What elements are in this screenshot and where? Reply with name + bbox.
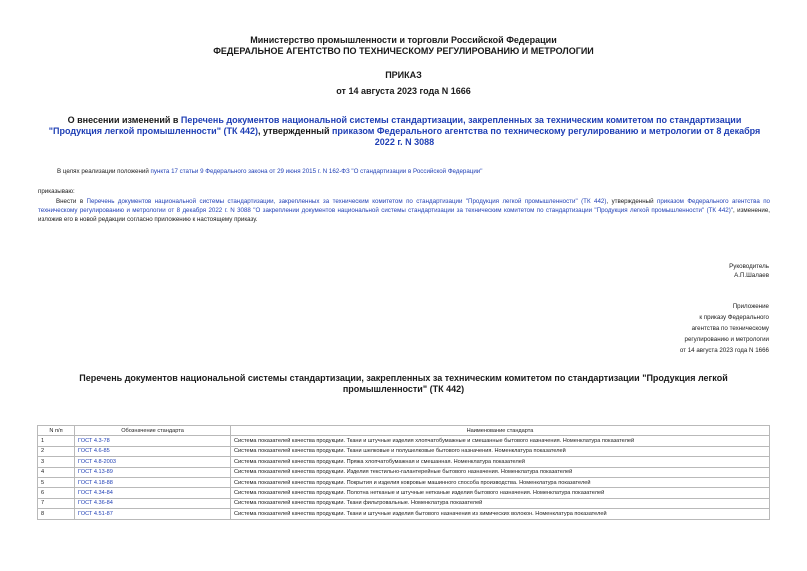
table-row (38, 436, 770, 446)
row-number: 2 (38, 446, 75, 456)
row-number: 8 (38, 509, 75, 519)
signature-name: А.П.Шалаев (734, 272, 769, 279)
appendix-line-5: от 14 августа 2023 года N 1666 (679, 347, 769, 354)
table-header-row (38, 426, 770, 436)
standard-title: Система показателей качества продукции. Полотна нетканые и штучные нетканые изделия бытового назначения. Номенклатура показателей (231, 488, 770, 498)
list-title: Перечень документов национальной системы стандартизации, закрепленных за техническим комитетом по стандартизации "Продукция легкой промышленности" (ТК 442) (79, 373, 728, 394)
header-designation: Обозначение стандарта (75, 426, 231, 436)
appendix-line-1: Приложение (732, 303, 769, 310)
table-row (38, 509, 770, 519)
row-number: 5 (38, 477, 75, 487)
standard-title: Система показателей качества продукции. Пряжа хлопчатобумажная и смешанная. Номенклатура показателей (231, 457, 770, 467)
doc-date: от 14 августа 2023 года N 1666 (336, 86, 471, 96)
row-number: 7 (38, 498, 75, 508)
standard-title: Система показателей качества продукции. Покрытия и изделия ковровые машинного способа производства. Номенклатура показателей (231, 477, 770, 487)
standard-link[interactable]: ГОСТ 4.36-84 (75, 498, 231, 508)
table-row (38, 457, 770, 467)
order-link-list[interactable]: Перечень документов национальной системы стандартизации, закрепленных за техническим комитетом по стандартизации "Продукция легкой промышленности" (ТК 442) (86, 198, 607, 205)
standard-link[interactable]: ГОСТ 4.34-84 (75, 488, 231, 498)
preamble-text: В целях реализации положений (57, 168, 151, 175)
header-title: Наименование стандарта (231, 426, 770, 436)
doc-type: ПРИКАЗ (385, 70, 422, 80)
standard-link[interactable]: ГОСТ 4.6-85 (75, 446, 231, 456)
table-row (38, 477, 770, 487)
standard-link[interactable]: ГОСТ 4.51-87 (75, 509, 231, 519)
standard-link[interactable]: ГОСТ 4.18-88 (75, 477, 231, 487)
order-link-order[interactable]: приказом Федерального агентства по техническому регулированию и метрологии от 8 декабря 2022 г. N 3088 "О закреплении документов национальной системы стандартизации за техническим комитетом по стандартизации "Продукция легкой промышленности" (ТК 442)" (38, 198, 771, 214)
order-body (38, 197, 770, 224)
title-part-2: , утвержденный (257, 126, 332, 136)
standard-title: Система показателей качества продукции. Ткани шелковые и полушелковые бытового назначения. Номенклатура показателей (231, 446, 770, 456)
standard-link[interactable]: ГОСТ 4.3-78 (75, 436, 231, 446)
row-number: 4 (38, 467, 75, 477)
standard-title: Система показателей качества продукции. Изделия текстильно-галантерейные бытового назначения. Номенклатура показателей (231, 467, 770, 477)
header-number: N п/п (38, 426, 75, 436)
title-link-list[interactable]: Перечень документов национальной системы стандартизации, закрепленных за техническим комитетом по стандартизации "Продукция легкой промышленности" (ТК 442) (48, 115, 742, 136)
title-link-order[interactable]: приказом Федерального агентства по техническому регулированию и метрологии от 8 декабря 2022 г. N 3088 (332, 126, 761, 147)
order-word: приказываю: (38, 188, 75, 195)
standard-link[interactable]: ГОСТ 4.8-2003 (75, 457, 231, 467)
table-row (38, 498, 770, 508)
table-row (38, 446, 770, 456)
standards-table (37, 425, 770, 520)
standard-link[interactable]: ГОСТ 4.13-89 (75, 467, 231, 477)
standard-title: Система показателей качества продукции. Ткани и штучные изделия хлопчатобумажные и смешанные бытового назначения. Номенклатура показателей (231, 436, 770, 446)
table-row (38, 467, 770, 477)
title-part-1: О внесении изменений в (67, 115, 181, 125)
ministry-heading: Министерство промышленности и торговли Российской Федерации (250, 35, 557, 45)
row-number: 3 (38, 457, 75, 467)
standard-title: Система показателей качества продукции. Ткани фильтровальные. Номенклатура показателей (231, 498, 770, 508)
preamble-law-link[interactable]: пункта 17 статьи 9 Федерального закона от 29 июня 2015 г. N 162-ФЗ "О стандартизации в Российской Федерации" (150, 168, 483, 175)
row-number: 6 (38, 488, 75, 498)
signature-role: Руководитель (729, 263, 769, 270)
order-text-1: Внести в (56, 198, 87, 205)
row-number: 1 (38, 436, 75, 446)
table-row (38, 488, 770, 498)
appendix-line-3: агентства по техническому (691, 325, 769, 332)
agency-heading: ФЕДЕРАЛЬНОЕ АГЕНТСТВО ПО ТЕХНИЧЕСКОМУ РЕГУЛИРОВАНИЮ И МЕТРОЛОГИИ (213, 46, 594, 56)
document-title (47, 115, 762, 148)
appendix-line-4: регулированию и метрологии (684, 336, 769, 343)
order-text-3: , изменение, изложив его в новой редакции согласно приложению к настоящему приказу. (38, 207, 770, 223)
standard-title: Система показателей качества продукции. Ткани и штучные изделия бытового назначения из химических волокон. Номенклатура показателей (231, 509, 770, 519)
preamble (57, 167, 777, 176)
appendix-line-2: к приказу Федерального (699, 314, 769, 321)
order-text-2: , утвержденный (606, 198, 657, 205)
